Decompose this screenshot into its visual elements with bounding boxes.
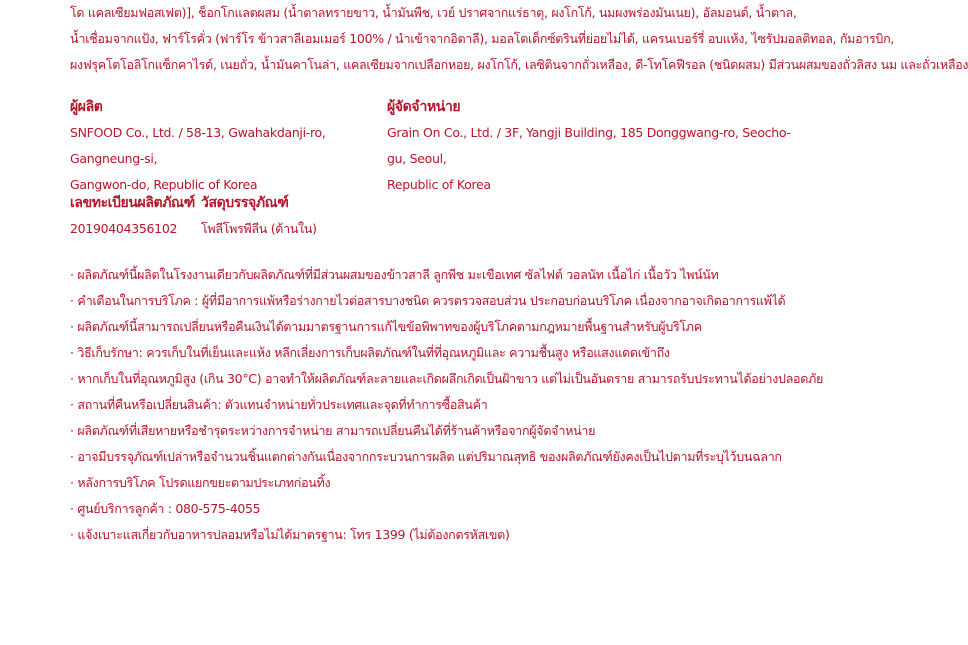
note-item: · อาจมีบรรจุภัณฑ์เปล่าหรือจำนวนชิ้นแตกต่างกันเนื่องจากกระบวนการผลิต แต่ปริมาณสุทธิ ของผลิตภัณฑ์ยังคงเป็นไปตามที่ระบุไว้บนฉลาก bbox=[70, 444, 830, 470]
manufacturer-block bbox=[70, 94, 370, 198]
distributor-address-line2: Republic of Korea bbox=[387, 177, 491, 192]
note-item: · ผลิตภัณฑ์นี้ผลิตในโรงงานเดียวกับผลิตภัณฑ์ที่มีส่วนผสมของข้าวสาลี ลูกพีช มะเขือเทศ ซัลไฟต์ วอลนัท เนื้อไก่ เนื้อวัว ไพน์นัท bbox=[70, 262, 830, 288]
packaging-label: วัสดุบรรจุภัณฑ์ bbox=[201, 195, 289, 211]
ingredients-text bbox=[70, 0, 968, 78]
packaging-material: โพลีโพรพีลีน (ด้านใน) bbox=[201, 221, 317, 236]
packaging-block bbox=[201, 190, 401, 242]
ingredients-line: ผงฟรุคโตโอลิโกแซ็กคาไรด์, เนยถั่ว, น้ำมันคาโนล่า, แคลเซียมจากเปลือกหอย, ผงโกโก้, เลซิตินจากถั่วเหลือง, ดี-โทโคฟีรอล (ชนิดผสม) มีส่วนผสมของถั่วลิสง นม และถั่วเหลือง bbox=[70, 57, 968, 72]
distributor-address-line1: Grain On Co., Ltd. / 3F, Yangji Building, 185 Donggwang-ro, Seocho-gu, Seoul, bbox=[387, 125, 791, 166]
note-item: · หลังการบริโภค โปรดแยกขยะตามประเภทก่อนทิ้ง bbox=[70, 470, 830, 496]
note-item: · สถานที่คืนหรือเปลี่ยนสินค้า: ตัวแทนจำหน่ายทั่วประเทศและจุดที่ทำการซื้อสินค้า bbox=[70, 392, 830, 418]
ingredients-line: โด แคลเซียมฟอสเฟต)], ช็อกโกแลตผสม (น้ำตาลทรายขาว, น้ำมันพืช, เวย์ ปราศจากแร่ธาตุ, ผงโกโก้, นมผงพร่องมันเนย), อัลมอนด์, น้ำตาล, bbox=[70, 5, 797, 20]
note-item: · หากเก็บในที่อุณหภูมิสูง (เกิน 30°C) อาจทำให้ผลิตภัณฑ์ละลายและเกิดผลึกเกิดเป็นฝ้าขาว แต่ไม่เป็นอันตราย สามารถรับประทานได้อย่างปลอดภัย bbox=[70, 366, 830, 392]
note-item: · ผลิตภัณฑ์นี้สามารถเปลี่ยนหรือคืนเงินได้ตามมาตรฐานการแก้ไขข้อพิพาทของผู้บริโภคตามกฎหมายพื้นฐานสำหรับผู้บริโภค bbox=[70, 314, 830, 340]
registration-label: เลขทะเบียนผลิตภัณฑ์ bbox=[70, 195, 195, 211]
manufacturer-address-line1: SNFOOD Co., Ltd. / 58-13, Gwahakdanji-ro, Gangneung-si, bbox=[70, 125, 326, 166]
registration-block bbox=[70, 190, 200, 242]
note-item: · แจ้งเบาะแสเกี่ยวกับอาหารปลอมหรือไม่ได้มาตรฐาน: โทร 1399 (ไม่ต้องกดรหัสเขต) bbox=[70, 522, 830, 548]
ingredients-line: น้ำเชื่อมจากแป้ง, ฟาร์โรคั่ว (ฟาร์โร ข้าวสาลีเอมเมอร์ 100% / นำเข้าจากอิตาลี), มอลโตเด็กซ์ตรินที่ย่อยไม่ได้, แครนเบอร์รี่ อบแห้ง, ไซรัปมอลติทอล, กัมอารบิก, bbox=[70, 31, 895, 46]
note-item: · ศูนย์บริการลูกค้า : 080-575-4055 bbox=[70, 496, 830, 522]
label-content bbox=[70, 0, 968, 542]
notes-list bbox=[70, 262, 830, 548]
manufacturer-address-line2: Gangwon-do, Republic of Korea bbox=[70, 177, 258, 192]
distributor-label: ผู้จัดจำหน่าย bbox=[387, 99, 461, 115]
distributor-block bbox=[387, 94, 807, 198]
note-item: · คำเตือนในการบริโภค : ผู้ที่มีอาการแพ้หรือร่างกายไวต่อสารบางชนิด ควรตรวจสอบส่วน ประกอบก่อนบริโภค เนื่องจากอาจเกิดอาการแพ้ได้ bbox=[70, 288, 830, 314]
note-item: · ผลิตภัณฑ์ที่เสียหายหรือชำรุดระหว่างการจำหน่าย สามารถเปลี่ยนคืนได้ที่ร้านค้าหรือจากผู้จัดจำหน่าย bbox=[70, 418, 830, 444]
manufacturer-label: ผู้ผลิต bbox=[70, 99, 103, 115]
registration-number: 20190404356102 bbox=[70, 221, 178, 236]
note-item: · วิธีเก็บรักษา: ควรเก็บในที่เย็นและแห้ง หลีกเลี่ยงการเก็บผลิตภัณฑ์ในที่ที่อุณหภูมิและ ความชื้นสูง หรือแสงแดดเข้าถึง bbox=[70, 340, 830, 366]
